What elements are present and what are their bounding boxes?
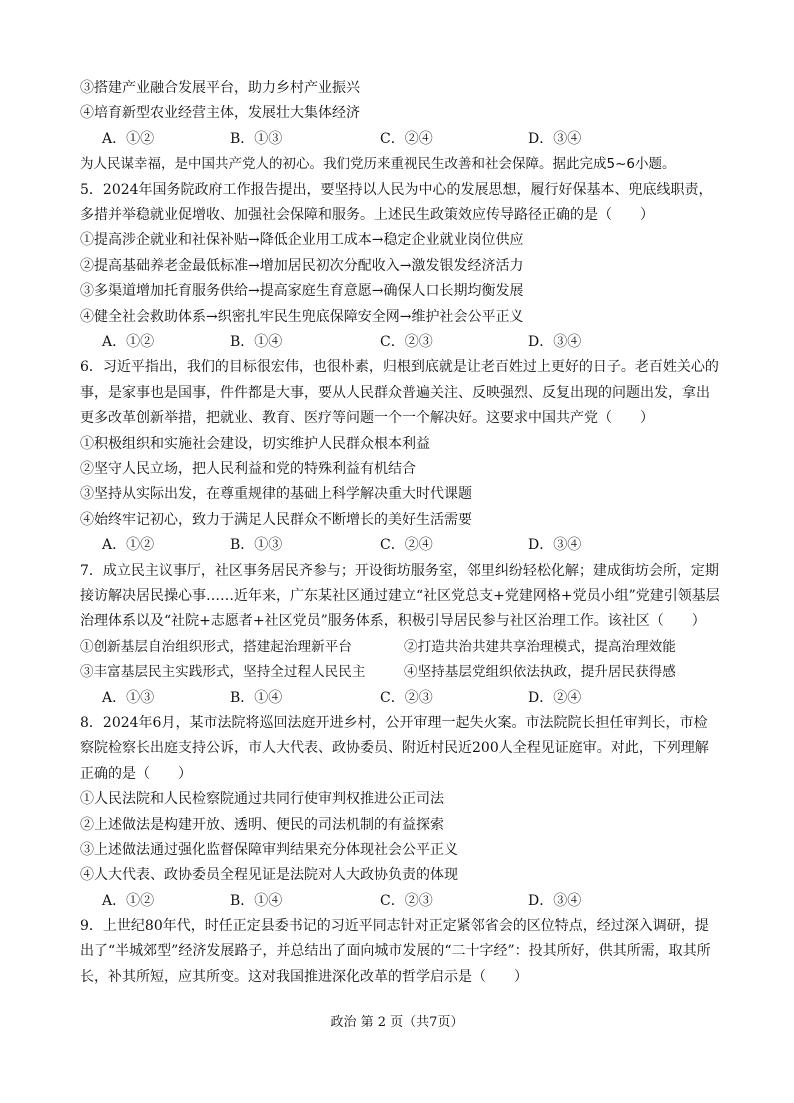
q6-choices [80, 533, 720, 558]
choice-a: A．①② [102, 130, 155, 147]
q8-stem: 8．2024年6月，某市法院将巡回法庭开进乡村，公开审理一起失火案。市法院院长担任审判长，市检察院检察长出庭支持公诉，市人大代表、政协委员、附近村民近200人全程见证庭审。对此，下列理解正确的是（ ） [80, 714, 709, 782]
q7-option-3: ③丰富基层民主实践形式，坚持全过程人民民主 [80, 664, 366, 681]
q6-option-4: ④始终牢记初心，致力于满足人民群众不断增长的美好生活需要 [80, 511, 472, 528]
choice-d: D．③④ [528, 130, 582, 147]
q5-option-4: ④健全社会救助体系→织密扎牢民生兜底保障安全网→维护社会公平正义 [80, 308, 524, 325]
choice-b: B．①③ [230, 537, 283, 554]
q5-option-2: ②提高基础养老金最低标准→增加居民初次分配收入→激发银发经济活力 [80, 257, 524, 274]
choice-b: B．①④ [230, 689, 283, 706]
q8-option-4: ④人大代表、政协委员全程见证是法院对人大政协负责的体现 [80, 867, 458, 884]
q8-option-1: ①人民法院和人民检察院通过共同行使审判权推进公正司法 [80, 791, 444, 808]
q4-option-3: ③搭建产业融合发展平台，助力乡村产业振兴 [80, 80, 360, 96]
choice-b: B．①③ [230, 130, 283, 147]
q6-option-3: ③坚持从实际出发，在尊重规律的基础上科学解决重大时代课题 [80, 486, 472, 503]
q4-option-4: ④培育新型农业经营主体，发展壮大集体经济 [80, 105, 360, 122]
q9-stem: 9．上世纪80年代，时任正定县委书记的习近平同志针对正定紧邻省会的区位特点，经过深入调研，提出了“半城郊型”经济发展路子，并总结出了面向城市发展的“二十字经”：投其所好，供其所需，取其所长，补其所短，应其所变。这对我国推进深化改革的哲学启示是（ ） [80, 918, 711, 985]
q7-option-1: ①创新基层自治组织形式，搭建起治理新平台 [80, 638, 352, 655]
choice-d: D．③④ [528, 892, 582, 909]
choice-c: C．②④ [380, 537, 433, 554]
q5-option-1: ①提高涉企就业和社保补贴→降低企业用工成本→稳定企业就业岗位供应 [80, 232, 524, 249]
q5-choices [80, 330, 720, 355]
choice-a: A．①② [102, 537, 155, 554]
choice-a: A．①② [102, 892, 155, 909]
q6-stem: 6．习近平指出，我们的目标很宏伟，也很朴素，归根到底就是让老百姓过上更好的日子。老百姓关心的事，是家事也是国事，件件都是大事，要从人民群众普遍关注、反映强烈、反复出现的问题出发，拿出更多改革创新举措，把就业、教育、医疗等问题一个一个解决好。这要求中国共产党（ ） [80, 359, 719, 427]
choice-b: B．①④ [230, 333, 283, 350]
q6-option-1: ①积极组织和实施社会建设，切实维护人民群众根本利益 [80, 435, 430, 452]
choice-c: C．②③ [380, 333, 433, 350]
choice-a: A．①② [102, 333, 155, 350]
page-footer: 政治 第 2 页（共7页） [330, 1015, 464, 1030]
exam-page [80, 76, 720, 990]
q5-option-3: ③多渠道增加托育服务供给→提高家庭生育意愿→确保人口长期均衡发展 [80, 283, 524, 300]
choice-c: C．②③ [380, 689, 433, 706]
q5-stem: 5．2024年国务院政府工作报告提出，要坚持以人民为中心的发展思想，履行好保基本、兜底线职责，多措并举稳就业促增收、加强社会保障和服务。上述民生政策效应传导路径正确的是（ ） [80, 181, 713, 223]
q7-options-row-2 [80, 660, 720, 685]
choice-c: C．②③ [380, 892, 433, 909]
lead-5-6: 为人民谋幸福，是中国共产党人的初心。我们党历来重视民生改善和社会保障。据此完成5~6小题。 [80, 156, 676, 173]
choice-c: C．②④ [380, 130, 433, 147]
q4-choices [80, 127, 720, 152]
choice-d: D．②④ [528, 689, 582, 706]
q7-option-4: ④坚持基层党组织依法执政，提升居民获得感 [404, 664, 676, 681]
q7-choices [80, 686, 720, 711]
q6-option-2: ②坚守人民立场，把人民利益和党的特殊利益有机结合 [80, 460, 416, 477]
choice-d: D．③④ [528, 537, 582, 554]
choice-a: A．①③ [102, 689, 155, 706]
q8-choices [80, 889, 720, 914]
q7-options-row-1 [80, 635, 720, 660]
choice-d: D．③④ [528, 333, 582, 350]
choice-b: B．①④ [230, 892, 283, 909]
q8-option-2: ②上述做法是构建开放、透明、便民的司法机制的有益探索 [80, 816, 444, 833]
q7-stem: 7．成立民主议事厅，社区事务居民齐参与；开设街坊服务室，邻里纠纷轻松化解；建成街坊会所，定期接访解决居民操心事……近年来，广东某社区通过建立“社区党总支+党建网格+党员小组”党建引领基层治理体系以及“社院+志愿者+社区党员”服务体系，积极引导居民参与社区治理工作。该社区（ ） [80, 562, 720, 630]
q8-option-3: ③上述做法通过强化监督保障审判结果充分体现社会公平正义 [80, 841, 458, 858]
q7-option-2: ②打造共治共建共享治理模式，提高治理效能 [404, 638, 676, 655]
